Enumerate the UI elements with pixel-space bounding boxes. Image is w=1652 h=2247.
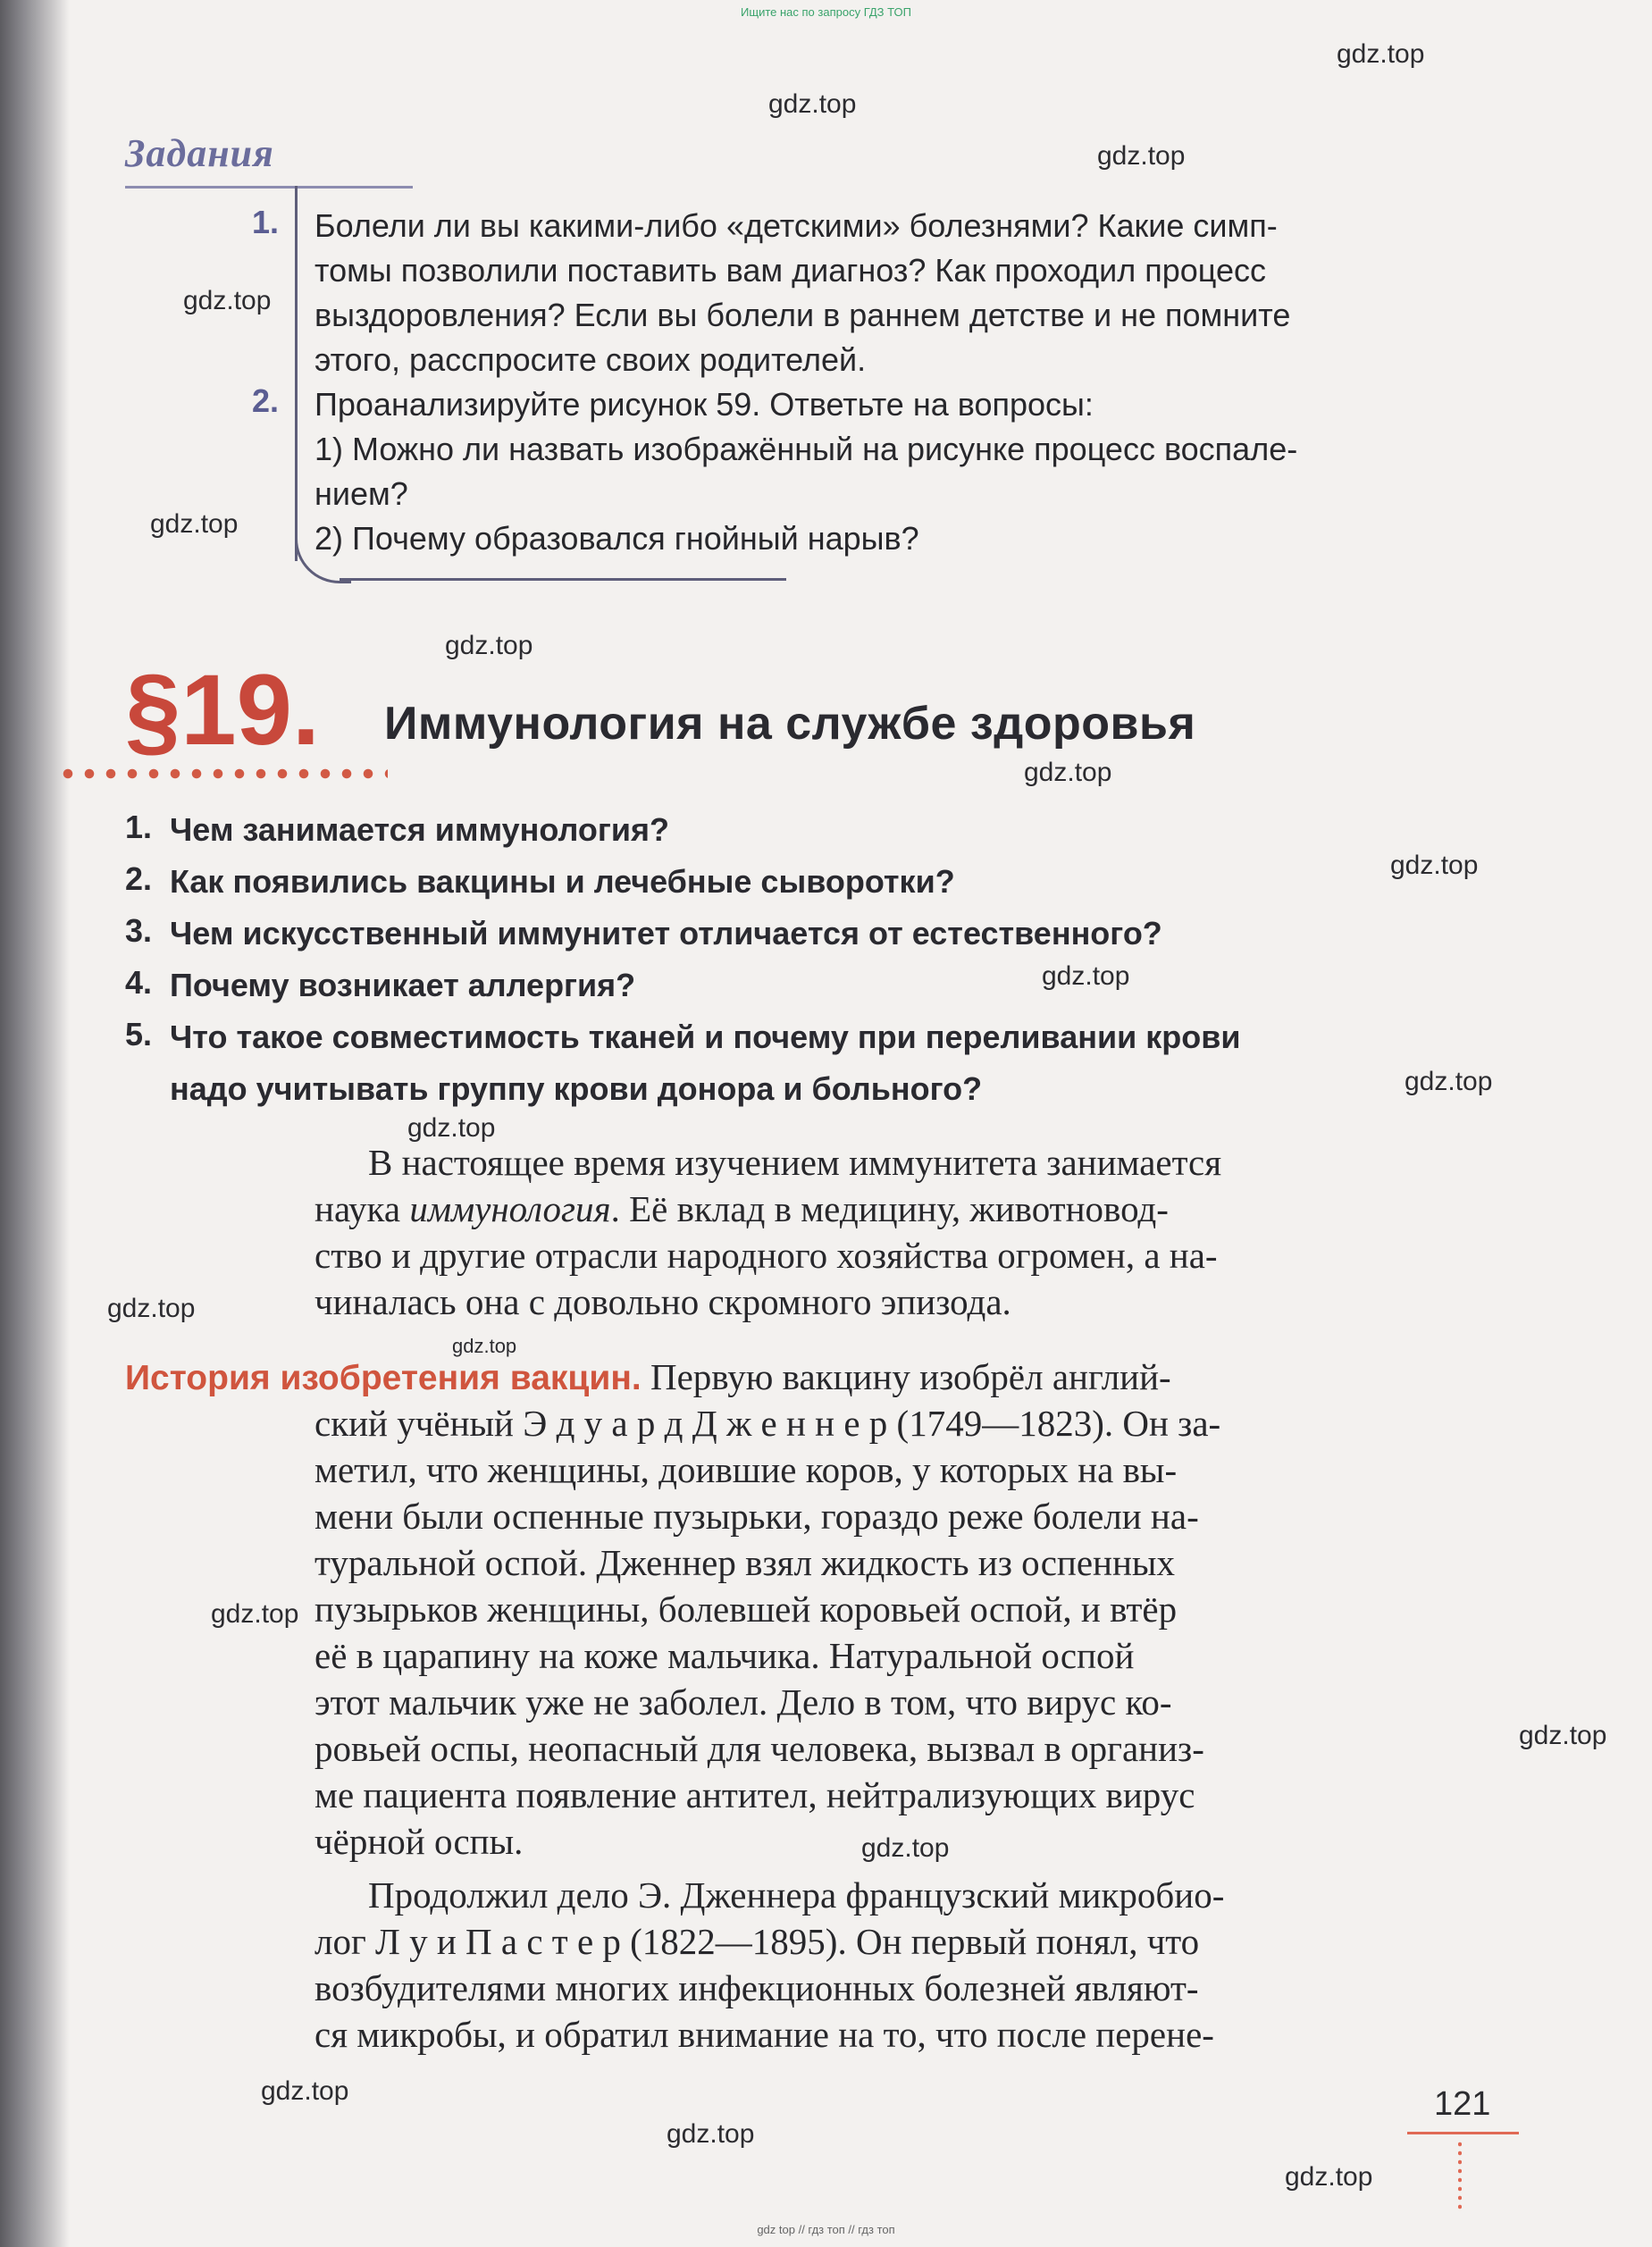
question-number: 3.	[125, 912, 153, 949]
text-line	[314, 1186, 1169, 1233]
task-number: 1.	[251, 204, 279, 240]
task-text	[314, 204, 1530, 382]
book-spine-shadow	[0, 0, 70, 2247]
history-subhead: История изобретения вакцин.	[125, 1359, 642, 1397]
text-line	[125, 1354, 1171, 1402]
watermark: gdz.top	[211, 1599, 299, 1629]
text-line: этот мальчик уже не заболел. Дело в том, что вирус ко-	[314, 1681, 1172, 1723]
tasks-rule-left	[295, 186, 298, 561]
text-line: метил, что женщины, доившие коров, у которых на вы-	[314, 1449, 1178, 1490]
text-line: туральной оспой. Дженнер взял жидкость из оспенных	[314, 1542, 1175, 1583]
text-line: мени были оспенные пузырьки, гораздо реже болели на-	[314, 1496, 1199, 1537]
question-text: Чем занимается иммунология?	[170, 811, 669, 848]
watermark: gdz.top	[1097, 141, 1186, 171]
page-number-rule	[1407, 2132, 1519, 2134]
text-line: ский учёный Э д у а р д Д ж е н н е р (1749—1823). Он за-	[314, 1403, 1221, 1444]
question-number: 5.	[125, 1016, 153, 1052]
question-text: Чем искусственный иммунитет отличается от естественного?	[170, 915, 1162, 952]
task-line: этого, расспросите своих родителей.	[314, 341, 867, 378]
watermark: gdz.top	[107, 1294, 196, 1323]
watermark: gdz.top	[1337, 39, 1425, 69]
text-line: ся микробы, и обратил внимание на то, что после перене-	[314, 2014, 1214, 2055]
task-line: 1) Можно ли назвать изображённый на рисунке процесс воспале-	[314, 431, 1298, 467]
text-line: Продолжил дело Э. Дженнера французский микробио-	[368, 1874, 1225, 1916]
watermark: gdz.top	[261, 2076, 349, 2106]
text-line: В настоящее время изучением иммунитета занимается	[368, 1142, 1222, 1183]
tasks-title: Задания	[125, 131, 274, 175]
watermark: gdz.top	[1390, 851, 1479, 880]
question-number: 1.	[125, 809, 153, 845]
watermark: gdz.top	[407, 1113, 496, 1143]
watermark: gdz.top	[1405, 1067, 1493, 1096]
text-run: Первую вакцину изобрёл англий-	[641, 1356, 1171, 1397]
task-line: 2) Почему образовался гнойный нарыв?	[314, 520, 919, 557]
text-run: наука	[314, 1188, 410, 1229]
watermark: gdz.top	[667, 2119, 755, 2149]
watermark: gdz.top	[1519, 1721, 1607, 1750]
page-number-dots	[1458, 2140, 1462, 2213]
tasks-rule-bottom	[340, 578, 786, 581]
question-number: 2.	[125, 860, 153, 897]
text-line: ме пациента появление антител, нейтрализующих вирус	[314, 1774, 1195, 1815]
task-line: Болели ли вы какими-либо «детскими» болезнями? Какие симп-	[314, 207, 1278, 244]
task-text	[314, 382, 1530, 561]
question-text: Почему возникает аллергия?	[170, 967, 636, 1003]
text-line: пузырьков женщины, болевшей коровьей оспой, и втёр	[314, 1589, 1178, 1630]
watermark: gdz.top	[445, 631, 533, 660]
text-run: . Её вклад в медицину, животновод-	[610, 1188, 1169, 1229]
text-line: лог Л у и П а с т е р (1822—1895). Он первый понял, что	[314, 1921, 1200, 1962]
tasks-rule-top	[125, 186, 413, 189]
text-line: возбудителями многих инфекционных болезней являют-	[314, 1967, 1199, 2008]
watermark: gdz.top	[861, 1833, 950, 1863]
page-number: 121	[1434, 2085, 1491, 2123]
question-text: Как появились вакцины и лечебные сыворотки?	[170, 863, 955, 900]
watermark: gdz.top	[1042, 961, 1130, 991]
text-line: чиналась она с довольно скромного эпизода.	[314, 1281, 1011, 1322]
section-title: Иммунология на службе здоровья	[384, 698, 1196, 750]
text-line: ство и другие отрасли народного хозяйства огромен, а на-	[314, 1235, 1218, 1276]
text-line: её в царапину на коже мальчика. Натуральной оспой	[314, 1635, 1135, 1676]
section-dotted-rule	[57, 768, 388, 779]
watermark: gdz.top	[452, 1335, 517, 1357]
watermark: gdz.top	[150, 509, 239, 539]
text-line: чёрной оспы.	[314, 1821, 524, 1862]
section-number: §19.	[125, 654, 320, 766]
question-number: 4.	[125, 964, 153, 1001]
watermark: gdz.top	[1024, 758, 1112, 787]
watermark: gdz.top	[1285, 2162, 1373, 2192]
task-line: Проанализируйте рисунок 59. Ответьте на вопросы:	[314, 386, 1094, 423]
question-text: надо учитывать группу крови донора и больного?	[170, 1070, 983, 1107]
watermark: gdz.top	[768, 89, 857, 119]
task-line: нием?	[314, 475, 408, 512]
footer-note: gdz top // гдз топ // гдз топ	[757, 2223, 895, 2236]
emphasis-term: иммунология	[409, 1188, 611, 1229]
text-line: ровьей оспы, неопасный для человека, вызвал в организ-	[314, 1728, 1204, 1769]
question-text: Что такое совместимость тканей и почему при переливании крови	[170, 1019, 1241, 1055]
task-line: выздоровления? Если вы болели в раннем детстве и не помните	[314, 297, 1291, 333]
task-number: 2.	[251, 382, 279, 419]
task-line: томы позволили поставить вам диагноз? Как проходил процесс	[314, 252, 1267, 289]
header-note: Ищите нас по запросу ГДЗ ТОП	[741, 5, 911, 19]
watermark: gdz.top	[183, 286, 272, 315]
